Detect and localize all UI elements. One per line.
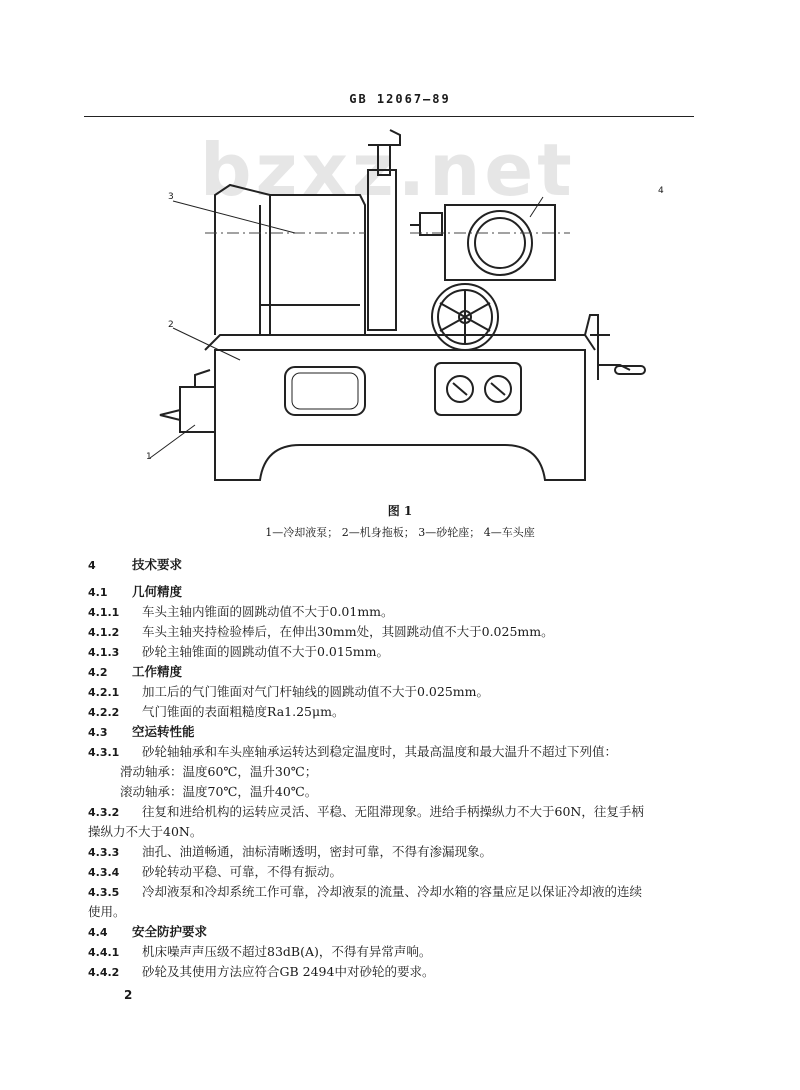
section-4-3: 4.3 空运转性能: [88, 724, 195, 739]
coolant-pump: [180, 387, 215, 432]
figure-caption: 1—冷却液泵； 2—机身拖板； 3—砂轮座； 4—车头座: [265, 526, 535, 539]
clause-4-3-4: 4.3.4 砂轮转动平稳、可靠，不得有振动。: [88, 864, 343, 879]
grinding-wheel-head: [215, 185, 365, 335]
clause-4-3-3: 4.3.3 油孔、油道畅通，油标清晰透明，密封可靠，不得有渗漏现象。: [88, 844, 493, 859]
watermark: bzxz.net: [200, 128, 576, 212]
clause-4-3-1-sliding: 滑动轴承：温度60℃，温升30℃；: [120, 764, 318, 779]
clause-4-3-5-wrap: 使用。: [88, 904, 126, 919]
clause-4-3-2-wrap: 操纵力不大于40N。: [88, 824, 203, 839]
clause-4-1-2: 4.1.2 车头主轴夹持检验棒后，在伸出30mm处，其圆跳动值不大于0.025mm。: [88, 624, 554, 639]
clause-4-2-2: 4.2.2 气门锥面的表面粗糙度Ra1.25μm。: [88, 704, 345, 719]
standard-header: GB 12067—89: [349, 92, 451, 106]
bed-nameplate: [285, 367, 365, 415]
section-4-1: 4.1 几何精度: [88, 584, 183, 599]
header-rule: [84, 116, 694, 117]
clause-4-4-1: 4.4.1 机床噪声声压级不超过83dB(A)，不得有异常声响。: [88, 944, 432, 959]
clause-4-3-5: 4.3.5 冷却液泵和冷却系统工作可靠，冷却液泵的流量、冷却水箱的容量应足以保证冷却液的连续: [88, 884, 643, 899]
callout-4: 4: [658, 186, 664, 196]
section-4: 4 技术要求: [88, 557, 183, 572]
callout-1: 1: [146, 452, 152, 462]
page-number: 2: [124, 988, 133, 1002]
clause-4-3-2: 4.3.2 往复和进给机构的运转应灵活、平稳、无阻滞现象。进给手柄操纵力不大于60N，往复手柄: [88, 804, 644, 819]
callout-3: 3: [168, 192, 174, 202]
clause-4-3-1-rolling: 滚动轴承：温度70℃，温升40℃。: [120, 784, 318, 799]
clause-4-1-1: 4.1.1 车头主轴内锥面的圆跳动值不大于0.01mm。: [88, 604, 394, 619]
clause-4-3-1: 4.3.1 砂轮轴轴承和车头座轴承运转达到稳定温度时，其最高温度和最大温升不超过下列值：: [88, 744, 618, 759]
figure-title: 图 1: [387, 504, 413, 518]
clause-4-4-2: 4.4.2 砂轮及其使用方法应符合GB 2494中对砂轮的要求。: [88, 964, 435, 979]
machine-drawing: [120, 125, 680, 495]
machine-bed: [215, 350, 585, 480]
callout-2: 2: [168, 320, 174, 330]
section-4-4: 4.4 安全防护要求: [88, 924, 208, 939]
clause-4-1-3: 4.1.3 砂轮主轴锥面的圆跳动值不大于0.015mm。: [88, 644, 389, 659]
section-4-2: 4.2 工作精度: [88, 664, 183, 679]
clause-4-2-1: 4.2.1 加工后的气门锥面对气门杆轴线的圆跳动值不大于0.025mm。: [88, 684, 489, 699]
